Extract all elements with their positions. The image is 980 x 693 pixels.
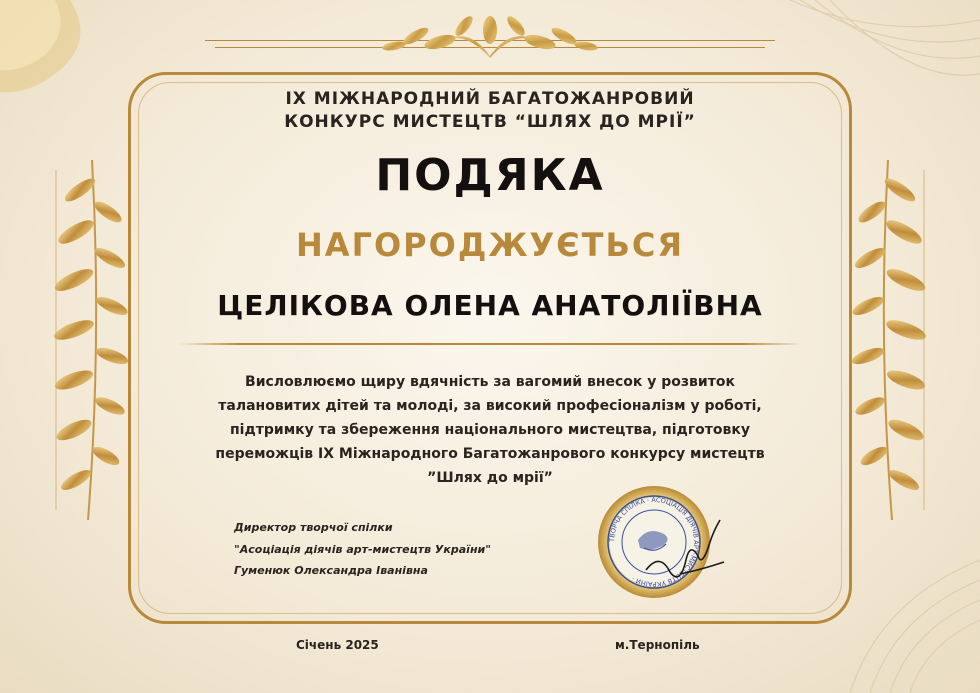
issue-date: Січень 2025 [296,638,379,652]
gratitude-line: переможців IX Міжнародного Багатожанрового конкурсу мистецтв [215,446,765,462]
gratitude-line: ”Шлях до мрії” [427,470,553,486]
award-word: НАГОРОДЖУЄТЬСЯ [296,226,684,264]
certificate-title: ПОДЯКА [375,150,605,201]
gratitude-line: талановитих дітей та молоді, за високий професіоналізм у роботі, [218,398,762,414]
signer-name: Гуменюк Олександра Іванівна [234,564,428,577]
event-heading-line2: КОНКУРС МИСТЕЦТВ “ШЛЯХ ДО МРІЇ” [284,112,696,132]
event-heading [0,88,980,134]
signer-position: Директор творчої спілки [234,521,393,534]
name-divider [178,343,804,345]
recipient-name: ЦЕЛІКОВА ОЛЕНА АНАТОЛІЇВНА [217,289,763,322]
floral-ornament-icon [380,6,600,68]
gratitude-line: підтримку та збереження національного мистецтва, підготовку [230,422,750,438]
issue-place: м.Тернопіль [615,638,700,652]
signature-icon [640,512,730,592]
gratitude-line: Висловлюємо щиру вдячність за вагомий внесок у розвиток [245,374,735,390]
gratitude-text [0,370,980,490]
event-heading-line1: IX МІЖНАРОДНИЙ БАГАТОЖАНРОВИЙ [285,89,695,109]
seal-text: ТВОРЧА СПІЛКА · АСОЦІАЦІЯ ДІЯЧІВ АРТ-МИСТЕЦТВ УКРАЇНИ · [607,495,701,589]
signer-organization: "Асоціація діячів арт-мистецтв України" [234,543,491,556]
